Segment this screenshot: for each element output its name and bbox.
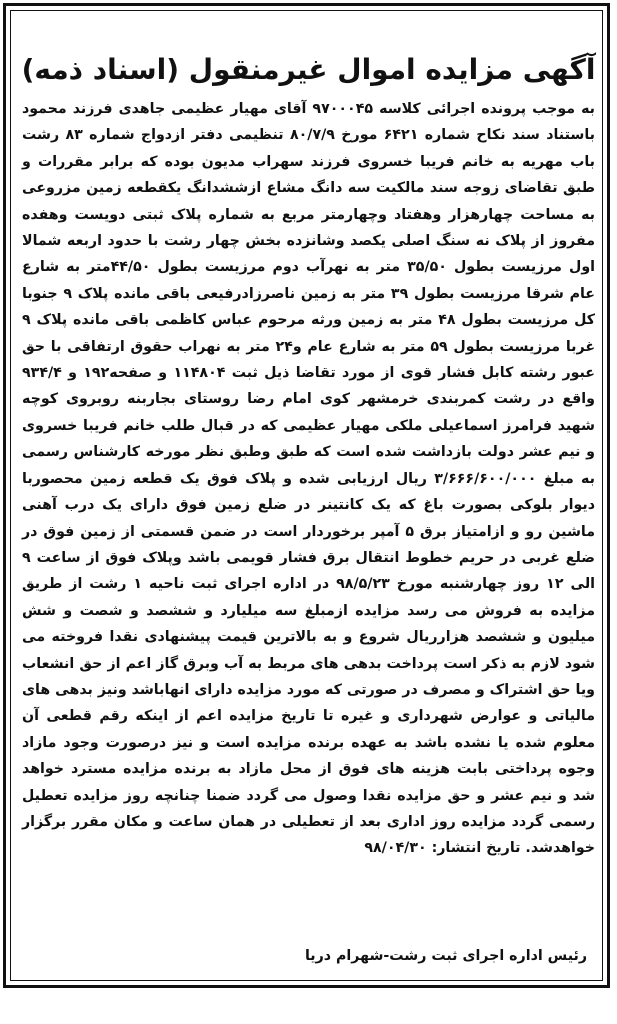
- notice-body: به موجب پرونده اجرائی کلاسه ۹۷۰۰۰۴۵ آقای مهیار عظیمی جاهدی فرزند محمود باستناد سند نکاح شماره ۶۴۲۱ مورخ ۸۰/۷/۹ تنظیمی دفتر ازدواج شماره ۸۳ رشت باب مهریه به خانم فریبا خسروی فرزند سهراب مدیون بوده که برابر مقررات و طبق تقاضای زوجه سند مالکیت سه دانگ مشاع ازششدانگ یکقطعه زمین مزروعی به مساحت چهارهزار وهفتاد وچهارمتر مربع به شماره پلاک ثبتی دویست وهفده مفروز از پلاک نه سنگ اصلی یکصد وشانزده بخش چهار رشت با حدود اربعه شمالا اول مرزیست بطول ۳۵/۵۰ متر به نهرآب دوم مرزیست بطول ۴۴/۵۰متر به شارع عام شرقا مرزیست بطول ۳۹ متر به زمین ناصرزادرفیعی باقی مانده پلاک ۹ جنوبا کل مرزیست بطول ۴۸ متر به زمین ورثه مرحوم عباس کاظمی باقی مانده پلاک ۹ غربا مرزیست بطول ۵۹ متر به شارع عام و۲۴ متر به نهراب حقوق ارتفاقی با حق عبور رشته کابل فشار قوی از مورد تقاضا ذیل ثبت ۱۱۴۸۰۴ و صفحه۱۹۲ و ۹۳۴/۴ واقع در رشت کمربندی خرمشهر کوی امام رضا روستای بجاربنه روبروی کوچه شهید فرامرز اسماعیلی ملکی مهیار عظیمی که در قبال طلب خانم فریبا خسروی و نیم عشر دولت بازداشت شده است که طبق وطبق نظر مورخه کارشناس رسمی به مبلغ ۳/۶۶۶/۶۰۰/۰۰۰ ریال ارزیابی شده و پلاک فوق یک قطعه زمین محصوربا دیوار بلوکی بصورت باغ که یک کانتینر در ضلع زمین فوق دارای یک درب آهنی ماشین رو و ازامتیاز برق ۵ آمپر برخوردار است در ضمن قسمتی از زمین فوق در ضلع غربی در حریم خطوط انتقال برق فشار قویمی باشد وپلاک فوق از ساعت ۹ الی ۱۲ روز چهارشنبه مورخ ۹۸/۵/۲۳ در اداره اجرای ثبت ناحیه ۱ رشت از طریق مزایده به فروش می رسد مزایده ازمبلغ سه میلیارد و ششصد و شصت و شش میلیون و ششصد هزارریال شروع و به بالاترین قیمت پیشنهادی نقدا فروخته می شود لازم به ذکر است پرداخت بدهی های مربط به آب وبرق گاز اعم از حق انشعاب ویا حق اشتراک و مصرف در صورتی که مورد مزایده دارای انهاباشد ونیز بدهی های مالیاتی و عوارض شهرداری و غیره تا تاریخ مزایده اعم از اینکه رقم قطعی آن معلوم شده یا نشده باشد به عهده برنده مزایده است و نیز درصورت وجود مازاد وجوه پرداختی بابت هزینه های فوق از محل مازاد به برنده مزایده مسترد خواهد شد و نیم عشر و حق مزایده نقدا وصول می گردد ضمنا چنانچه روز مزایده تعطیل رسمی گردد مزایده روز اداری بعد از تعطیلی در همان ساعت و مکان مقرر برگزار خواهدشد. تاریخ انتشار: ۹۸/۰۴/۳۰: [22, 101, 596, 857]
- notice-signature: رئیس اداره اجرای ثبت رشت-شهرام دریا: [304, 948, 587, 964]
- notice-title: آگهی مزایده اموال غیرمنقول (اسناد ذمه): [21, 53, 596, 86]
